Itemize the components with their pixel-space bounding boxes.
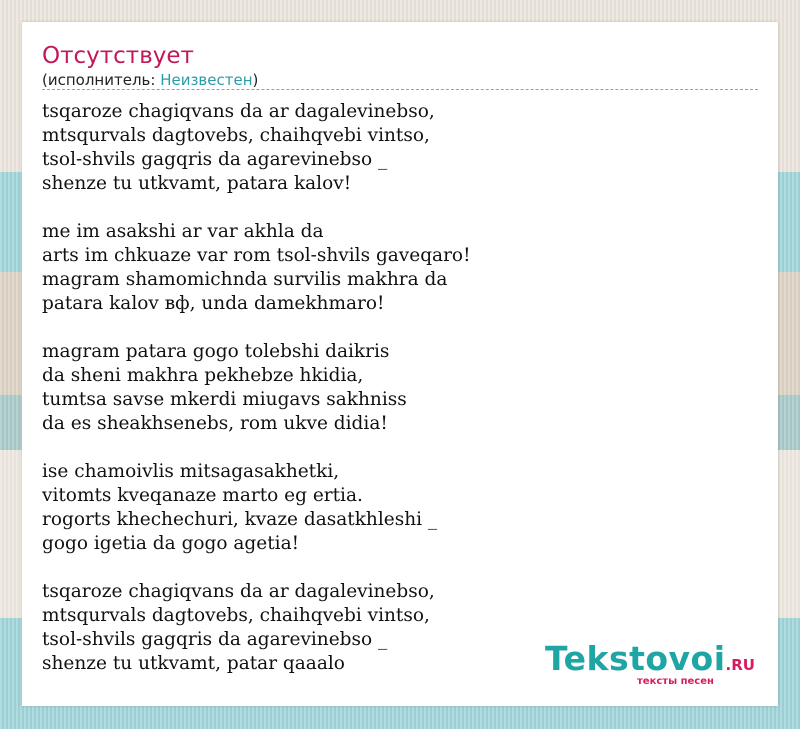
lyric-line: me im asakshi ar var akhla da xyxy=(42,221,324,242)
lyric-line: vitomts kveqanaze marto eg ertia. xyxy=(42,485,363,506)
stanza xyxy=(42,340,742,436)
lyric-line: tsol-shvils gagqris da agarevinebso _ xyxy=(42,149,388,170)
artist-prefix: (исполнитель: xyxy=(42,71,161,89)
stanza xyxy=(42,220,742,316)
logo-name: Tekstovoi xyxy=(545,639,726,678)
lyric-line: ise chamoivlis mitsagasakhetki, xyxy=(42,461,340,482)
lyric-line: mtsqurvals dagtovebs, chaihqvebi vintso, xyxy=(42,125,430,146)
lyric-line: mtsqurvals dagtovebs, chaihqvebi vintso, xyxy=(42,605,430,626)
lyric-line: patara kalov вф, unda damekhmaro! xyxy=(42,293,385,314)
title-divider xyxy=(42,89,758,90)
lyric-line: shenze tu utkvamt, patar qaaalo xyxy=(42,653,345,674)
lyrics-card xyxy=(22,22,778,706)
lyric-line: magram patara gogo tolebshi daikris xyxy=(42,341,390,362)
lyric-line: shenze tu utkvamt, patara kalov! xyxy=(42,173,352,194)
lyric-line: gogo igetia da gogo agetia! xyxy=(42,533,300,554)
lyric-line: tsqaroze chagiqvans da ar dagalevinebso, xyxy=(42,101,435,122)
lyric-line: rogorts khechechuri, kvaze dasatkhleshi _ xyxy=(42,509,438,530)
logo-tagline: тексты песен xyxy=(637,676,714,687)
lyric-line: tsqaroze chagiqvans da ar dagalevinebso, xyxy=(42,581,435,602)
song-title: Отсутствует xyxy=(42,43,194,69)
stanza xyxy=(42,460,742,556)
artist-line xyxy=(42,71,258,89)
site-logo[interactable] xyxy=(545,640,755,690)
artist-suffix: ) xyxy=(252,71,259,89)
lyric-line: arts im chkuaze var rom tsol-shvils gaveqaro! xyxy=(42,245,471,266)
stanza xyxy=(42,100,742,196)
logo-tld: .RU xyxy=(725,656,755,674)
lyric-line: tsol-shvils gagqris da agarevinebso _ xyxy=(42,629,388,650)
lyrics-text xyxy=(42,100,742,700)
lyric-line: tumtsa savse mkerdi miugavs sakhniss xyxy=(42,389,407,410)
lyric-line: da es sheakhsenebs, rom ukve didia! xyxy=(42,413,388,434)
lyric-line: da sheni makhra pekhebze hkidia, xyxy=(42,365,364,386)
lyric-line: magram shamomichnda survilis makhra da xyxy=(42,269,448,290)
artist-link[interactable]: Неизвестен xyxy=(160,71,253,89)
